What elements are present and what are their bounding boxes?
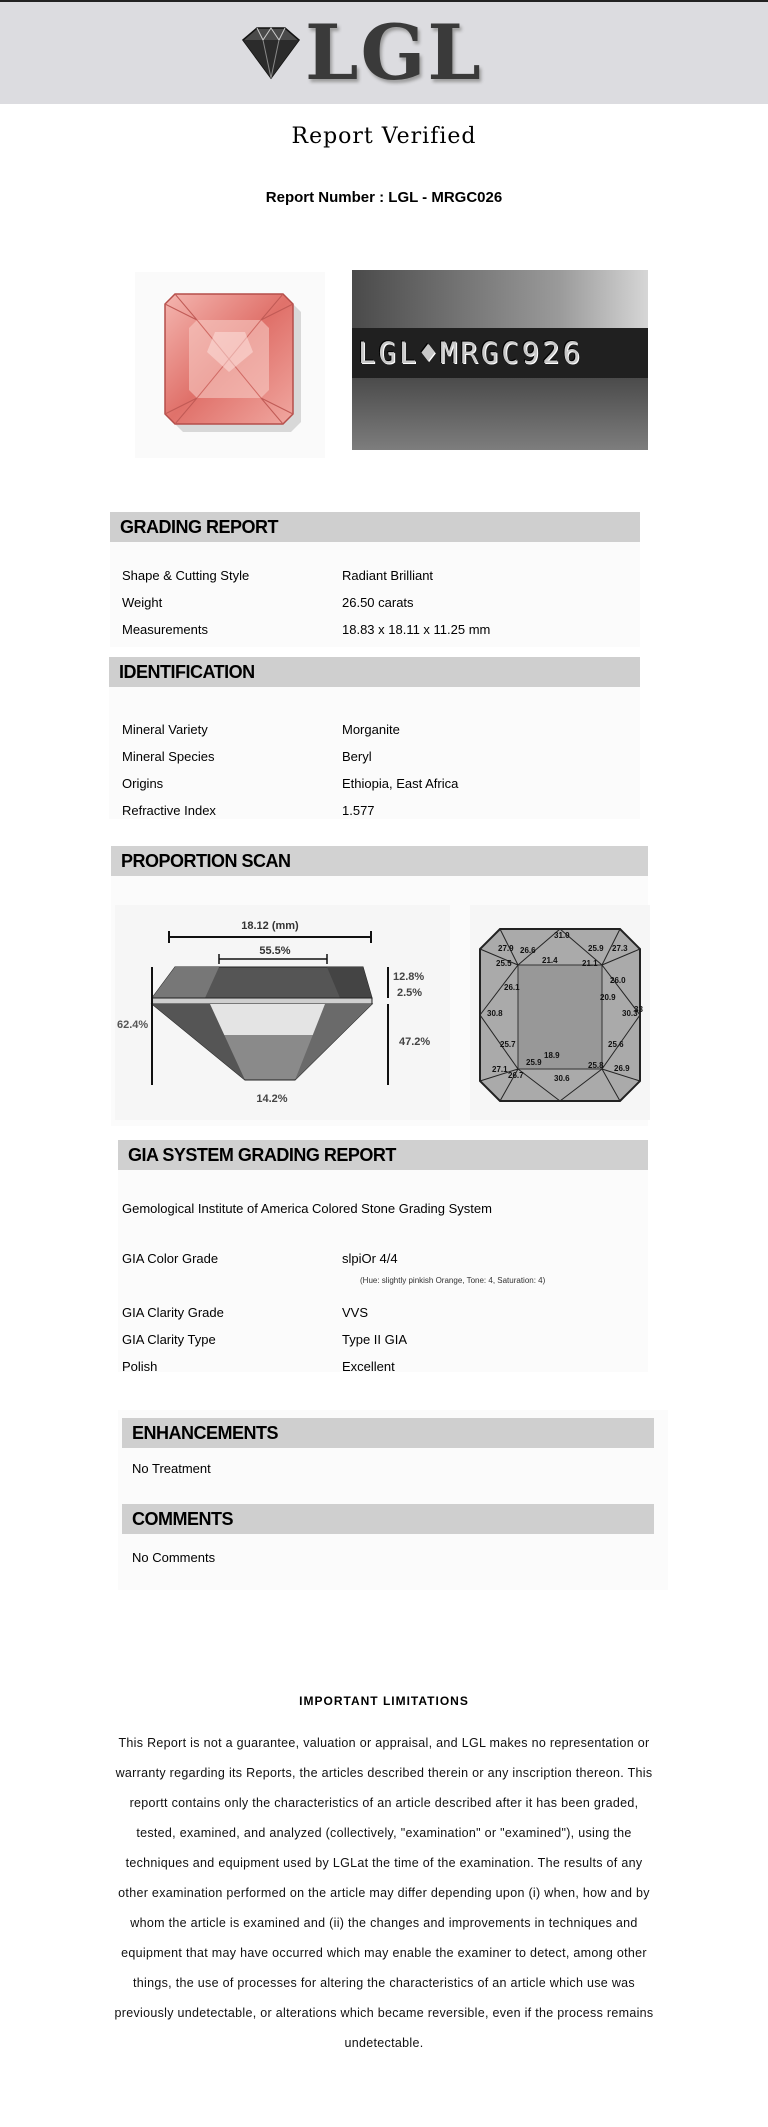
culet-label: 14.2% xyxy=(256,1093,288,1105)
report-number: Report Number : LGL - MRGC026 xyxy=(265,189,503,206)
width-label: 18.12 (mm) xyxy=(241,920,299,932)
limitations-heading: IMPORTANT LIMITATIONS xyxy=(299,1694,469,1708)
angle-label: 30.8 xyxy=(487,1009,503,1018)
table-row xyxy=(109,797,640,824)
pavilion-label: 47.2% xyxy=(399,1036,431,1048)
angle-label: 30.3 xyxy=(622,1009,638,1018)
page-title: Report Verified xyxy=(291,124,477,149)
angle-label: 25.6 xyxy=(608,1040,624,1049)
table-label: 55.5% xyxy=(259,945,291,957)
row-label: Origins xyxy=(122,776,164,791)
identification-section xyxy=(109,657,640,819)
row-label: Measurements xyxy=(122,622,208,637)
angle-label: 26.0 xyxy=(610,976,626,985)
lgl-logo[interactable] xyxy=(235,8,495,97)
angle-label: 21.1 xyxy=(582,959,598,968)
table-row xyxy=(109,716,640,743)
row-label: GIA Color Grade xyxy=(122,1251,219,1266)
angle-label: 26.7 xyxy=(508,1071,524,1080)
row-value: Radiant Brilliant xyxy=(342,568,434,583)
angle-label: 33 xyxy=(634,1005,643,1014)
limitations-text: This Report is not a guarantee, valuation or appraisal, and LGL makes no representation or warranty regarding its Reports, the articles described therein or any inscription thereon. This reportt contains only the characteristics of an article described after it has been graded, tested, examined, and analyzed (collectively, "examination" or "examined"), using the techniques and equipment used by LGLat the time of the examination. The results of any other examination performed on the article may differ depending upon (i) when, how and by whom the article is examined and (ii) the changes and improvements in techniques and equipment that may have occurred which may enable the examiner to detect, among other things, the use of processes for altering the characteristics of an article which use was previously undetectable, or alterations which became reversible, even if the process remains undetectable. xyxy=(114,1736,654,2050)
angle-label: 26.9 xyxy=(614,1064,630,1073)
depth-label: 62.4% xyxy=(117,1019,149,1031)
angle-label: 25.9 xyxy=(526,1058,542,1067)
angle-label: 20.9 xyxy=(600,993,616,1002)
gia-section xyxy=(118,1140,648,1372)
row-label: GIA Clarity Type xyxy=(122,1332,216,1347)
angle-label: 25.5 xyxy=(496,959,512,968)
gia-heading: GIA SYSTEM GRADING REPORT xyxy=(118,1140,648,1170)
row-label: Shape & Cutting Style xyxy=(122,568,250,583)
row-value: Morganite xyxy=(342,722,400,737)
girdle-label: 2.5% xyxy=(397,987,423,999)
diamond-icon xyxy=(235,22,305,82)
table-row xyxy=(109,770,640,797)
angle-label: 26.1 xyxy=(504,983,520,992)
enhancements-comments-section xyxy=(118,1410,668,1590)
row-value: Beryl xyxy=(342,749,372,764)
table-row xyxy=(118,1299,648,1326)
row-label: Mineral Species xyxy=(122,749,215,764)
angle-label: 25.9 xyxy=(588,944,604,953)
angle-label: 27.3 xyxy=(612,944,628,953)
table-row xyxy=(109,743,640,770)
inscription-photo xyxy=(352,270,648,450)
angle-label: 27.1 xyxy=(492,1065,508,1074)
logo-text: LGL xyxy=(305,8,483,97)
table-row xyxy=(118,1245,648,1272)
row-label: Refractive Index xyxy=(122,803,216,818)
gem-photo xyxy=(135,272,325,458)
enhancements-text: No Treatment xyxy=(132,1461,211,1476)
table-row xyxy=(118,1353,648,1380)
table-row xyxy=(110,589,640,616)
enhancements-heading: ENHANCEMENTS xyxy=(122,1418,654,1448)
row-label: Polish xyxy=(122,1359,158,1374)
angle-label: 25.8 xyxy=(588,1061,604,1070)
table-row xyxy=(110,616,640,643)
table-row xyxy=(118,1326,648,1353)
grading-report-heading: GRADING REPORT xyxy=(110,512,640,542)
gia-subtitle: Gemological Institute of America Colored Stone Grading System xyxy=(122,1201,492,1216)
row-value: slpiOr 4/4 xyxy=(342,1251,398,1266)
angle-label: 27.9 xyxy=(498,944,514,953)
crown-label: 12.8% xyxy=(393,971,425,983)
row-value: 1.577 xyxy=(342,803,375,818)
table-row xyxy=(110,562,640,589)
row-label: GIA Clarity Grade xyxy=(122,1305,224,1320)
angle-label: 26.6 xyxy=(520,946,536,955)
row-value: 18.83 x 18.11 x 11.25 mm xyxy=(342,622,491,637)
identification-heading: IDENTIFICATION xyxy=(109,657,640,687)
row-value: Ethiopia, East Africa xyxy=(342,776,459,791)
comments-heading: COMMENTS xyxy=(122,1504,654,1534)
side-profile-diagram xyxy=(115,905,450,1120)
proportion-scan-heading: PROPORTION SCAN xyxy=(111,846,648,876)
comments-text: No Comments xyxy=(132,1550,216,1565)
row-value: Excellent xyxy=(342,1359,395,1374)
angle-label: 25.7 xyxy=(500,1040,516,1049)
top-view-diagram xyxy=(470,905,650,1120)
row-value: VVS xyxy=(342,1305,369,1320)
row-label: Weight xyxy=(122,595,163,610)
angle-label: 18.9 xyxy=(544,1051,560,1060)
row-value: 26.50 carats xyxy=(342,595,414,610)
angle-label: 30.6 xyxy=(554,1074,570,1083)
row-value: Type II GIA xyxy=(342,1332,408,1347)
angle-label: 21.4 xyxy=(542,956,558,965)
row-label: Mineral Variety xyxy=(122,722,208,737)
color-note: (Hue: slightly pinkish Orange, Tone: 4, Saturation: 4) xyxy=(360,1276,546,1285)
angle-label: 31.0 xyxy=(554,931,570,940)
inscription-text: LGL♦MRGC926 xyxy=(358,336,584,370)
grading-report-section xyxy=(110,512,640,647)
